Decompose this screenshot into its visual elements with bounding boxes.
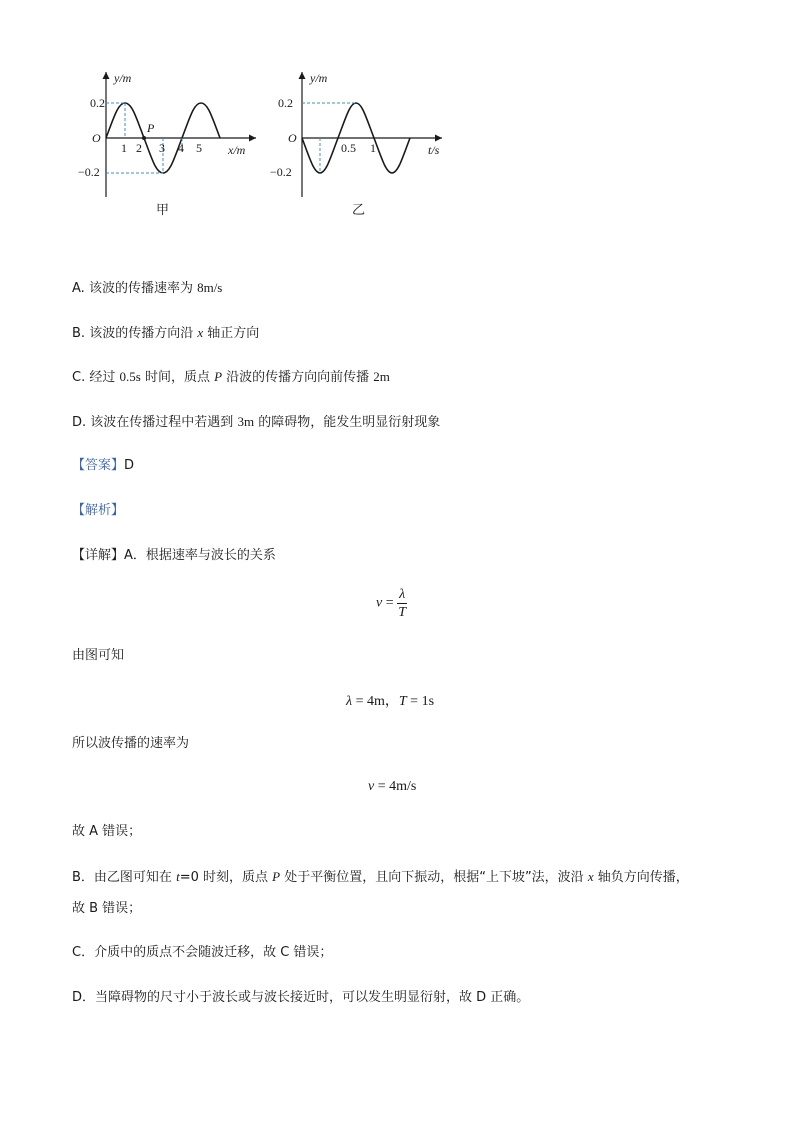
detail-tag: 【详解】: [72, 548, 125, 563]
option-c-num: 0.5s: [119, 369, 141, 384]
answer-line: [72, 457, 134, 475]
formula2-t: T: [398, 694, 407, 709]
from-figure-line: [72, 647, 124, 665]
jia-x-label: x/m: [228, 143, 246, 157]
formula1-eq: =: [382, 595, 398, 611]
option-c-num2: 2m: [373, 369, 390, 384]
option-d-num: 3m: [237, 414, 255, 429]
detail-a-intro: A．根据速率与波长的关系: [124, 548, 276, 563]
formula2-t-val: = 1s: [406, 694, 435, 709]
formula-lambda-t: [346, 690, 434, 710]
formula-v-lambda-t: [376, 586, 407, 621]
answer-value: D: [124, 458, 135, 473]
yi-x-label: t/s: [428, 143, 440, 157]
option-d-text: 该波在传播过程中若遇到: [90, 415, 238, 430]
yi-ytick-pos: 0.2: [278, 96, 293, 110]
a-wrong-text: 故 A 错误；: [72, 824, 142, 839]
formula1-den: T: [398, 605, 407, 620]
option-b: [72, 324, 259, 343]
formula-v-value: [368, 779, 416, 795]
d-explain-text: D．当障碍物的尺寸小于波长或与波长接近时，可以发生明显衍射，故 D 正确。: [72, 990, 530, 1005]
jia-xtick-5: 5: [196, 141, 202, 155]
option-a-label: A.: [72, 281, 85, 296]
graph-jia: [78, 71, 256, 218]
yi-origin: O: [288, 131, 297, 145]
formula1-fraction: [397, 586, 407, 621]
jia-point-label: P: [147, 121, 155, 135]
wave-figures: [70, 62, 470, 227]
answer-tag: 【答案】: [72, 458, 125, 473]
formula3-rhs: = 4m/s: [374, 779, 417, 794]
a-wrong-line: [72, 823, 141, 841]
yi-xtick-05: 0.5: [341, 141, 356, 155]
option-a-text: 该波的传播速率为: [88, 281, 198, 296]
yi-y-label: y/m: [310, 71, 328, 85]
jia-ytick-pos: 0.2: [90, 96, 105, 110]
jia-origin: O: [92, 131, 101, 145]
option-c: [72, 368, 390, 387]
figure-svg: [70, 62, 470, 227]
formula1-num: λ: [399, 587, 406, 602]
b-explain-b: =0 时刻，质点: [179, 870, 273, 885]
yi-ytick-neg: −0.2: [270, 165, 292, 179]
yi-caption: 乙: [352, 203, 366, 218]
detail-line: [72, 547, 276, 565]
jia-xtick-3: 3: [159, 141, 165, 155]
jia-caption: 甲: [156, 203, 170, 218]
jia-xtick-4: 4: [178, 141, 184, 155]
b-explain-line2: [72, 900, 141, 918]
b-explain-line2-text: 故 B 错误；: [72, 901, 142, 916]
b-explain-t: t: [176, 869, 180, 884]
jia-y-label: y/m: [114, 71, 132, 85]
option-b-text: 该波的传播方向沿: [89, 326, 198, 341]
formula2-lambda: λ: [346, 694, 353, 709]
so-rate-text: 所以波传播的速率为: [72, 736, 190, 751]
formula1-lhs: v: [376, 595, 383, 611]
analysis-line: [72, 502, 124, 520]
option-b-var: x: [197, 325, 204, 340]
option-d: [72, 413, 440, 432]
b-explain-c: 处于平衡位置，且向下振动，根据“上下坡”法，波沿: [280, 870, 588, 885]
formula2-lambda-val: = 4m: [352, 694, 385, 709]
so-rate-line: [72, 735, 189, 753]
option-c-text2: 时间，质点: [140, 370, 215, 385]
yi-xtick-1: 1: [370, 141, 376, 155]
option-c-text: 经过: [89, 370, 120, 385]
formula2-sep: ，: [384, 694, 399, 709]
option-d-text2: 的障碍物，能发生明显衍射现象: [254, 415, 441, 430]
option-d-label: D.: [72, 415, 87, 430]
b-explain-p: P: [272, 869, 281, 884]
jia-ytick-neg: −0.2: [78, 165, 100, 179]
b-explain-a: B．由乙图可知在: [72, 870, 177, 885]
option-b-text2: 轴正方向: [203, 326, 260, 341]
c-explain-text: C．介质中的质点不会随波迁移，故 C 错误；: [72, 945, 333, 960]
option-c-text3: 沿波的传播方向向前传播: [222, 370, 374, 385]
c-explain-line: [72, 944, 332, 962]
jia-xtick-2: 2: [136, 141, 142, 155]
formula3-lhs: v: [368, 779, 375, 794]
graph-yi: [270, 71, 442, 218]
from-figure-text: 由图可知: [72, 648, 125, 663]
option-c-var: P: [214, 369, 223, 384]
option-b-label: B.: [72, 326, 86, 341]
b-explain-x: x: [587, 869, 594, 884]
b-explain-line1: [72, 868, 689, 887]
d-explain-line: [72, 989, 529, 1007]
option-c-label: C.: [72, 370, 86, 385]
jia-xtick-1: 1: [121, 141, 127, 155]
analysis-tag: 【解析】: [72, 503, 125, 518]
b-explain-d: 轴负方向传播，: [593, 870, 689, 885]
option-a: [72, 279, 222, 298]
point-p: [142, 136, 146, 140]
option-a-value: 8m/s: [197, 280, 223, 295]
